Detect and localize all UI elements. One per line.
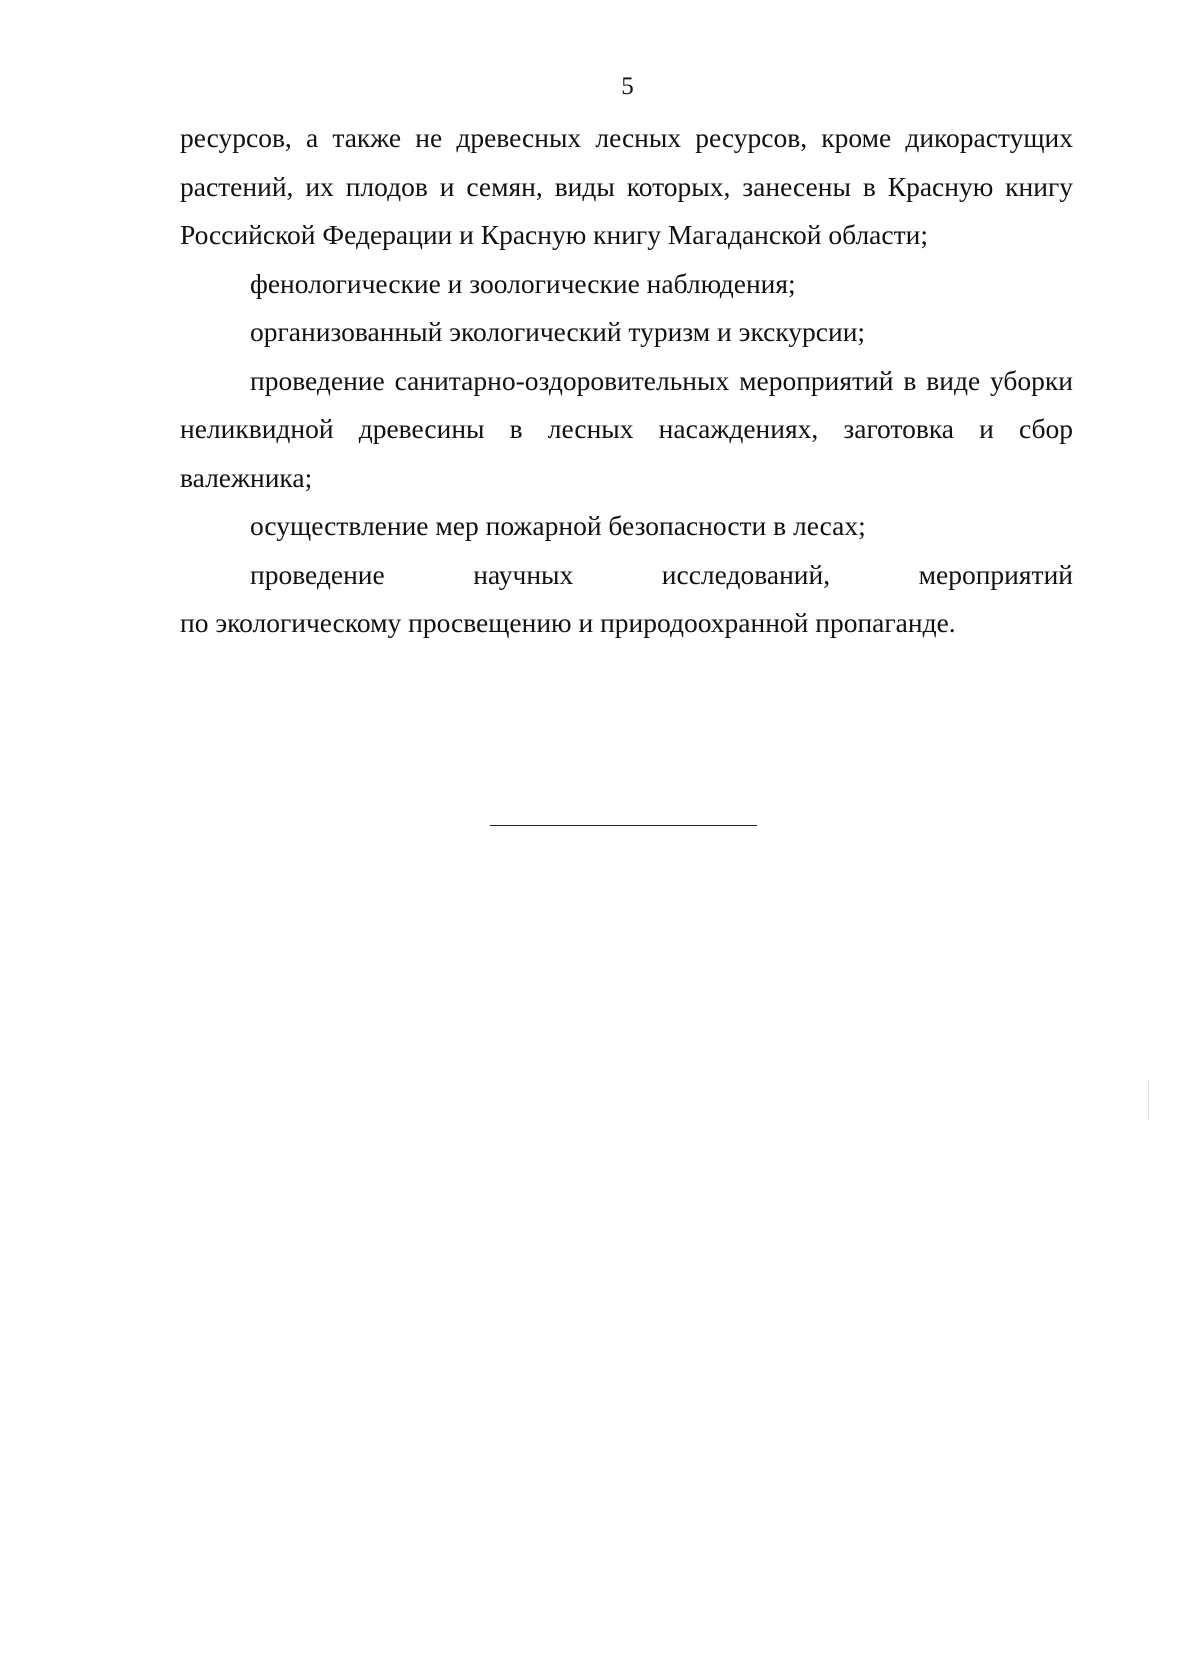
- paragraph-tourism: организованный экологический туризм и экскурсии;: [250, 316, 866, 347]
- paragraph-fire-safety: осуществление мер пожарной безопасности в лесах;: [250, 510, 866, 541]
- paragraph-research-line-2: по экологическому просвещению и природоохранной пропаганде.: [180, 607, 956, 638]
- document-body: [180, 114, 1073, 648]
- paragraph-observations: фенологические и зоологические наблюдения;: [250, 267, 796, 299]
- scan-edge-mark: [1148, 1080, 1149, 1120]
- paragraph-resources: ресурсов, а также не древесных лесных ресурсов, кроме дикорастущих растений, их плодов и семян, виды которых, занесены в Красную книгу Российской Федерации и Красную книгу Магаданской области;: [180, 122, 1073, 250]
- page-number: 5: [621, 73, 634, 100]
- closing-divider: [490, 825, 757, 826]
- paragraph-research-line-1: проведение научных исследований, мероприятий: [250, 558, 1073, 590]
- paragraph-sanitary-measures: проведение санитарно-оздоровительных мероприятий в виде уборки неликвидной древесины в лесных насаждениях, заготовка и сбор валежника;: [180, 364, 1073, 493]
